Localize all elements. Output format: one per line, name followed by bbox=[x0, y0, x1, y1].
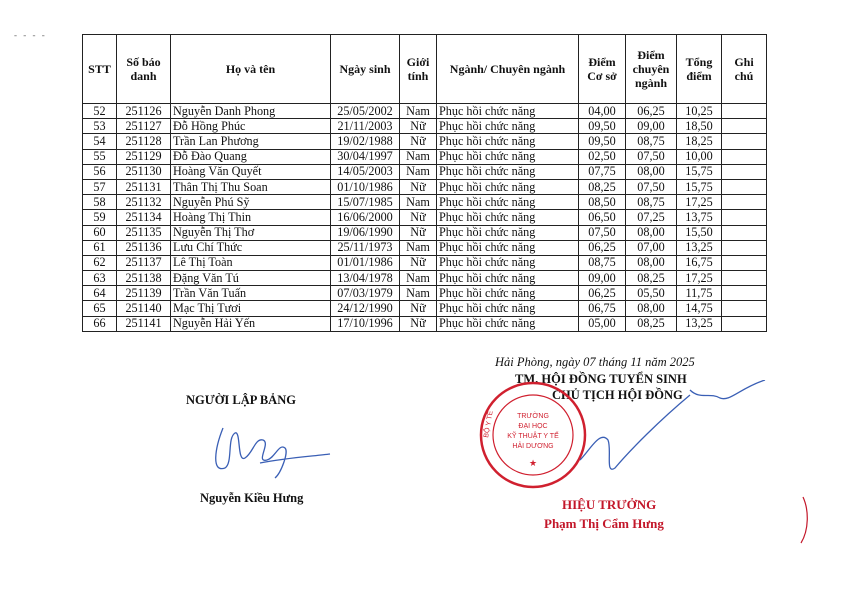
table-cell: 09,00 bbox=[579, 271, 626, 286]
table-cell bbox=[722, 195, 767, 210]
table-cell: 05,50 bbox=[626, 286, 677, 301]
table-cell: 24/12/1990 bbox=[331, 301, 400, 316]
column-header: Ngành/ Chuyên ngành bbox=[437, 35, 579, 104]
table-cell bbox=[722, 286, 767, 301]
table-body bbox=[83, 104, 767, 332]
principal-title: HIỆU TRƯỞNG bbox=[562, 497, 657, 512]
table-row bbox=[83, 210, 767, 225]
place-date: Hải Phòng, ngày 07 tháng 11 năm 2025 bbox=[495, 355, 695, 369]
principal-name: Phạm Thị Cẩm Hưng bbox=[544, 516, 664, 531]
table-cell bbox=[722, 149, 767, 164]
table-cell: Đỗ Hồng Phúc bbox=[171, 119, 331, 134]
table-cell: Trần Văn Tuấn bbox=[171, 286, 331, 301]
table-cell bbox=[722, 240, 767, 255]
column-header: Điểm Cơ sở bbox=[579, 35, 626, 104]
table-cell: 19/06/1990 bbox=[331, 225, 400, 240]
results-table bbox=[82, 34, 767, 332]
table-row bbox=[83, 149, 767, 164]
table-cell: 66 bbox=[83, 316, 117, 331]
table-cell bbox=[722, 119, 767, 134]
table-cell: 07/03/1979 bbox=[331, 286, 400, 301]
preparer-name: Nguyễn Kiều Hưng bbox=[200, 491, 304, 505]
table-cell: 13/04/1978 bbox=[331, 271, 400, 286]
table-cell: Nguyễn Hải Yến bbox=[171, 316, 331, 331]
table-cell: 55 bbox=[83, 149, 117, 164]
table-cell: 54 bbox=[83, 134, 117, 149]
table-cell: 16/06/2000 bbox=[331, 210, 400, 225]
table-cell: 251131 bbox=[117, 179, 171, 194]
table-cell: Nữ bbox=[400, 225, 437, 240]
table-cell: Phục hồi chức năng bbox=[437, 225, 579, 240]
table-cell: 08,50 bbox=[579, 195, 626, 210]
table-cell: Nữ bbox=[400, 134, 437, 149]
table-cell: 13,25 bbox=[677, 240, 722, 255]
table-cell: 08,00 bbox=[626, 164, 677, 179]
svg-text:KỸ THUẬT Y TẾ: KỸ THUẬT Y TẾ bbox=[507, 433, 559, 440]
table-cell: 251140 bbox=[117, 301, 171, 316]
table-cell: Phục hồi chức năng bbox=[437, 149, 579, 164]
table-cell: 04,00 bbox=[579, 104, 626, 119]
table-cell: Nam bbox=[400, 195, 437, 210]
scan-artifact: - - - - bbox=[14, 30, 47, 40]
table-cell bbox=[722, 104, 767, 119]
column-header: Tổng điểm bbox=[677, 35, 722, 104]
table-cell bbox=[722, 164, 767, 179]
table-cell: Nữ bbox=[400, 301, 437, 316]
table-cell: 25/11/1973 bbox=[331, 240, 400, 255]
table-cell bbox=[722, 225, 767, 240]
table-cell: Phục hồi chức năng bbox=[437, 134, 579, 149]
table-cell: 52 bbox=[83, 104, 117, 119]
table-cell: 08,25 bbox=[579, 179, 626, 194]
table-cell bbox=[722, 301, 767, 316]
table-cell: 53 bbox=[83, 119, 117, 134]
table-cell: 251127 bbox=[117, 119, 171, 134]
table-cell: 01/01/1986 bbox=[331, 255, 400, 270]
table-cell: 08,25 bbox=[626, 316, 677, 331]
table-cell: 251137 bbox=[117, 255, 171, 270]
table-cell: 57 bbox=[83, 179, 117, 194]
table-cell: Hoàng Văn Quyết bbox=[171, 164, 331, 179]
table-cell: Nữ bbox=[400, 179, 437, 194]
table-cell: Nguyễn Danh Phong bbox=[171, 104, 331, 119]
table-cell: 251130 bbox=[117, 164, 171, 179]
table-cell: 07,25 bbox=[626, 210, 677, 225]
table-header-row bbox=[83, 35, 767, 104]
table-cell: Nam bbox=[400, 104, 437, 119]
svg-text:★: ★ bbox=[528, 458, 538, 468]
table-cell: 251136 bbox=[117, 240, 171, 255]
table-cell: 09,50 bbox=[579, 119, 626, 134]
table-cell: Nam bbox=[400, 149, 437, 164]
table-cell: Nguyễn Thị Thơ bbox=[171, 225, 331, 240]
table-cell: Phục hồi chức năng bbox=[437, 164, 579, 179]
table-cell: Thân Thị Thu Soan bbox=[171, 179, 331, 194]
table-cell bbox=[722, 179, 767, 194]
column-header: STT bbox=[83, 35, 117, 104]
table-cell: Nguyễn Phú Sỹ bbox=[171, 195, 331, 210]
column-header: Điểm chuyên ngành bbox=[626, 35, 677, 104]
table-cell: Phục hồi chức năng bbox=[437, 286, 579, 301]
svg-text:HẢI DƯƠNG: HẢI DƯƠNG bbox=[512, 443, 554, 450]
table-cell: 17,25 bbox=[677, 195, 722, 210]
table-cell: 14,75 bbox=[677, 301, 722, 316]
table-row bbox=[83, 179, 767, 194]
table-cell bbox=[722, 255, 767, 270]
table-cell: 06,25 bbox=[579, 286, 626, 301]
table-cell: 251141 bbox=[117, 316, 171, 331]
table-row bbox=[83, 164, 767, 179]
table-cell: 18,50 bbox=[677, 119, 722, 134]
table-cell: 15,50 bbox=[677, 225, 722, 240]
table-cell: 251134 bbox=[117, 210, 171, 225]
preparer-title: NGƯỜI LẬP BẢNG bbox=[186, 393, 296, 407]
table-row bbox=[83, 301, 767, 316]
table-cell: 10,00 bbox=[677, 149, 722, 164]
table-cell: Nữ bbox=[400, 210, 437, 225]
table-cell: 30/04/1997 bbox=[331, 149, 400, 164]
table-cell: 60 bbox=[83, 225, 117, 240]
table-cell: 08,00 bbox=[626, 255, 677, 270]
table-row bbox=[83, 271, 767, 286]
table-cell: 251129 bbox=[117, 149, 171, 164]
table-row bbox=[83, 225, 767, 240]
table-cell: Đỗ Đào Quang bbox=[171, 149, 331, 164]
table-cell: 18,25 bbox=[677, 134, 722, 149]
table-cell: 25/05/2002 bbox=[331, 104, 400, 119]
table-cell: Phục hồi chức năng bbox=[437, 195, 579, 210]
table-cell: Phục hồi chức năng bbox=[437, 316, 579, 331]
svg-text:ĐẠI HỌC: ĐẠI HỌC bbox=[518, 423, 548, 430]
table-cell: Phục hồi chức năng bbox=[437, 301, 579, 316]
table-cell: Nữ bbox=[400, 119, 437, 134]
column-header: Họ và tên bbox=[171, 35, 331, 104]
table-cell: Lê Thị Toàn bbox=[171, 255, 331, 270]
table-cell: 08,75 bbox=[626, 134, 677, 149]
table-row bbox=[83, 195, 767, 210]
table-cell: 13,25 bbox=[677, 316, 722, 331]
table-cell: Phục hồi chức năng bbox=[437, 104, 579, 119]
table-cell: Nữ bbox=[400, 316, 437, 331]
table-cell: 01/10/1986 bbox=[331, 179, 400, 194]
table-cell: Nữ bbox=[400, 255, 437, 270]
table-cell: 59 bbox=[83, 210, 117, 225]
table-cell: Phục hồi chức năng bbox=[437, 271, 579, 286]
table-cell: 08,75 bbox=[579, 255, 626, 270]
table-row bbox=[83, 104, 767, 119]
table-cell: 14/05/2003 bbox=[331, 164, 400, 179]
table-cell: Phục hồi chức năng bbox=[437, 240, 579, 255]
table-cell: Nam bbox=[400, 240, 437, 255]
council-title: TM. HỘI ĐỒNG TUYỂN SINH bbox=[515, 372, 687, 386]
table-cell: Nam bbox=[400, 164, 437, 179]
table-cell: Lưu Chí Thức bbox=[171, 240, 331, 255]
table-row bbox=[83, 316, 767, 331]
table-cell: Nam bbox=[400, 286, 437, 301]
table-cell: 08,75 bbox=[626, 195, 677, 210]
table-cell: 07,50 bbox=[579, 225, 626, 240]
table-cell: 06,25 bbox=[626, 104, 677, 119]
edge-stamp-mark bbox=[795, 495, 815, 545]
table-cell: 13,75 bbox=[677, 210, 722, 225]
table-cell: 65 bbox=[83, 301, 117, 316]
table-cell: 07,00 bbox=[626, 240, 677, 255]
principal-signature bbox=[560, 380, 770, 490]
table-cell: 15,75 bbox=[677, 179, 722, 194]
svg-text:TRƯỜNG: TRƯỜNG bbox=[517, 413, 549, 420]
table-cell: 07,75 bbox=[579, 164, 626, 179]
table-cell bbox=[722, 210, 767, 225]
table-cell: 63 bbox=[83, 271, 117, 286]
table-cell: Nam bbox=[400, 271, 437, 286]
table-cell bbox=[722, 316, 767, 331]
table-cell: 02,50 bbox=[579, 149, 626, 164]
table-cell: 09,50 bbox=[579, 134, 626, 149]
table-row bbox=[83, 240, 767, 255]
table-row bbox=[83, 119, 767, 134]
preparer-signature bbox=[205, 418, 335, 488]
table-cell: 251126 bbox=[117, 104, 171, 119]
table-cell: 61 bbox=[83, 240, 117, 255]
table-cell: 10,25 bbox=[677, 104, 722, 119]
table-cell: 11,75 bbox=[677, 286, 722, 301]
table-cell: 06,25 bbox=[579, 240, 626, 255]
table-cell: 251139 bbox=[117, 286, 171, 301]
table-cell bbox=[722, 271, 767, 286]
council-chair-title: CHỦ TỊCH HỘI ĐỒNG bbox=[552, 388, 683, 402]
svg-text:BỘ Y TẾ: BỘ Y TẾ bbox=[483, 410, 495, 439]
table-cell: 251138 bbox=[117, 271, 171, 286]
table-cell: 15/07/1985 bbox=[331, 195, 400, 210]
table-row bbox=[83, 134, 767, 149]
table-cell: 21/11/2003 bbox=[331, 119, 400, 134]
table-cell: Phục hồi chức năng bbox=[437, 255, 579, 270]
column-header: Ghi chú bbox=[722, 35, 767, 104]
table-cell: Phục hồi chức năng bbox=[437, 119, 579, 134]
table-cell: 16,75 bbox=[677, 255, 722, 270]
table-cell: 17/10/1996 bbox=[331, 316, 400, 331]
table-cell: 64 bbox=[83, 286, 117, 301]
column-header: Ngày sinh bbox=[331, 35, 400, 104]
table-row bbox=[83, 286, 767, 301]
table-cell: 251132 bbox=[117, 195, 171, 210]
table-cell: 05,00 bbox=[579, 316, 626, 331]
table-cell: 06,75 bbox=[579, 301, 626, 316]
column-header: Giới tính bbox=[400, 35, 437, 104]
table-cell: 56 bbox=[83, 164, 117, 179]
table-cell: 07,50 bbox=[626, 179, 677, 194]
table-cell: 15,75 bbox=[677, 164, 722, 179]
table-cell: 251128 bbox=[117, 134, 171, 149]
table-row bbox=[83, 255, 767, 270]
table-cell bbox=[722, 134, 767, 149]
table-cell: Trần Lan Phương bbox=[171, 134, 331, 149]
table-cell: 62 bbox=[83, 255, 117, 270]
table-cell: 251135 bbox=[117, 225, 171, 240]
table-cell: Phục hồi chức năng bbox=[437, 179, 579, 194]
table-cell: 06,50 bbox=[579, 210, 626, 225]
table-cell: 19/02/1988 bbox=[331, 134, 400, 149]
table-cell: 08,25 bbox=[626, 271, 677, 286]
table-cell: 58 bbox=[83, 195, 117, 210]
table-cell: 17,25 bbox=[677, 271, 722, 286]
table-cell: Đặng Văn Tú bbox=[171, 271, 331, 286]
table-cell: 09,00 bbox=[626, 119, 677, 134]
table-cell: 07,50 bbox=[626, 149, 677, 164]
table-cell: Hoàng Thị Thin bbox=[171, 210, 331, 225]
column-header: Số báo danh bbox=[117, 35, 171, 104]
table-cell: 08,00 bbox=[626, 301, 677, 316]
table-cell: Mạc Thị Tươi bbox=[171, 301, 331, 316]
table-cell: Phục hồi chức năng bbox=[437, 210, 579, 225]
table-cell: 08,00 bbox=[626, 225, 677, 240]
